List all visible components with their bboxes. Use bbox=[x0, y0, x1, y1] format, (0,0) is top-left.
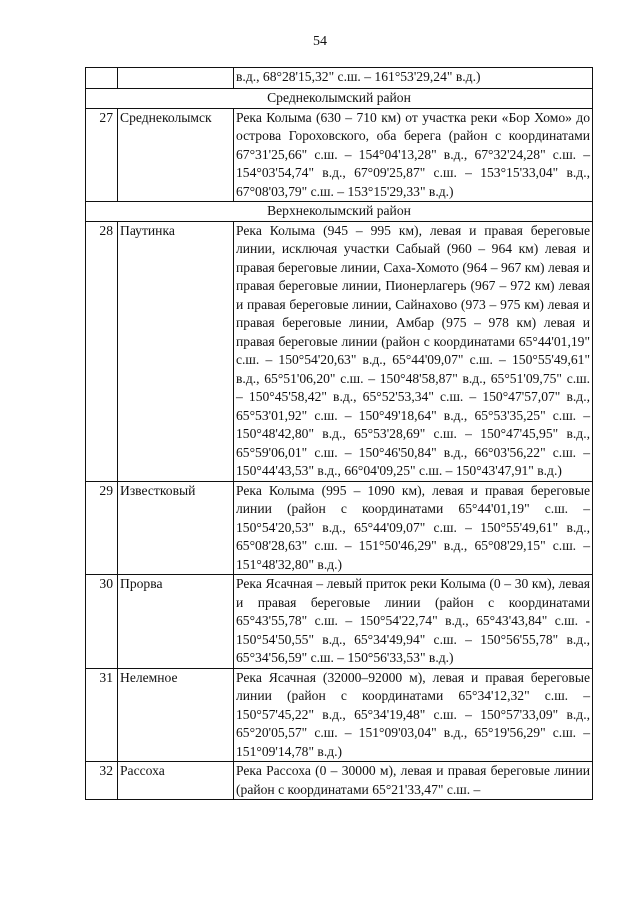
row-number: 31 bbox=[86, 668, 118, 762]
row-description: Река Колыма (630 – 710 км) от участка реки «Бор Хомо» до острова Гороховского, оба берега (район с координатами 67°31'25,66" с.ш. – 154°04'13,28" в.д., 67°32'24,28" с.ш. – 154°03'54,74" в.д., 67°09'25,87" с.ш. – 153°15'33,04" в.д., 67°08'03,79" с.ш. – 153°15'29,33" в.д.) bbox=[234, 108, 593, 202]
row-locality-name: Прорва bbox=[118, 575, 234, 669]
table-row bbox=[86, 762, 593, 800]
row-number: 29 bbox=[86, 481, 118, 575]
row-locality-name: Рассоха bbox=[118, 762, 234, 800]
row-locality-name: Паутинка bbox=[118, 221, 234, 481]
table-row bbox=[86, 481, 593, 575]
row-number: 27 bbox=[86, 108, 118, 202]
row-description: Река Колыма (995 – 1090 км), левая и правая береговые линии (район с координатами 65°44'01,19" с.ш. – 150°54'20,53" в.д., 65°44'09,07" с.ш. – 150°55'49,61" в.д., 65°08'28,63" с.ш. – 151°50'46,29" в.д., 65°08'29,15" с.ш. – 151°48'32,80" в.д.) bbox=[234, 481, 593, 575]
row-description: Река Ясачная (32000–92000 м), левая и правая береговые линии (район с координатами 65°34'12,32" с.ш. – 150°57'45,22" в.д., 65°34'19,48" с.ш. – 150°57'33,09" в.д., 65°20'05,57" с.ш. – 151°09'03,04" в.д., 65°19'56,29" с.ш. – 151°09'14,78" в.д.) bbox=[234, 668, 593, 762]
table-row bbox=[86, 575, 593, 669]
row-number-cell bbox=[86, 68, 118, 89]
row-name-cell bbox=[118, 68, 234, 89]
region-header-row bbox=[86, 202, 593, 222]
row-description-cell: в.д., 68°28'15,32" с.ш. – 161°53'29,24" в.д.) bbox=[234, 68, 593, 89]
fishing-areas-table bbox=[85, 67, 593, 800]
row-number: 32 bbox=[86, 762, 118, 800]
row-description: Река Ясачная – левый приток реки Колыма (0 – 30 км), левая и правая береговые линии (район с координатами 65°43'55,78" с.ш. – 150°54'22,74" в.д., 65°43'43,84" с.ш. - 150°54'50,55" в.д., 65°34'49,94" с.ш. – 150°56'55,78" в.д., 65°34'56,59" с.ш. – 150°56'33,53" в.д.) bbox=[234, 575, 593, 669]
table-row-continuation bbox=[86, 68, 593, 89]
region-name: Верхнеколымский район bbox=[86, 202, 593, 222]
row-locality-name: Среднеколымск bbox=[118, 108, 234, 202]
row-locality-name: Нелемное bbox=[118, 668, 234, 762]
row-number: 30 bbox=[86, 575, 118, 669]
row-locality-name: Известковый bbox=[118, 481, 234, 575]
table-row bbox=[86, 221, 593, 481]
row-description: Река Рассоха (0 – 30000 м), левая и правая береговые линии (район с координатами 65°21'33,47" с.ш. – bbox=[234, 762, 593, 800]
row-description: Река Колыма (945 – 995 км), левая и правая береговые линии, исключая участки Сабыай (960 – 964 км) левая и правая береговые линии, Саха-Хомото (964 – 967 км) левая и правая береговые линии, Пионерлагерь (967 – 972 км) левая и правая береговые линии, Сайнахово (973 – 975 км) левая и правая береговые линии, Амбар (975 – 978 км) левая и правая береговые линии (район с координатами 65°44'01,19" с.ш. – 150°54'20,63" в.д., 65°44'09,07" с.ш. – 150°55'49,61" в.д., 65°51'06,20" с.ш. – 150°48'58,87" в.д., 65°51'09,75" с.ш. – 150°45'58,42" в.д., 65°52'53,34" с.ш. – 150°47'57,07" в.д., 65°53'01,92" с.ш. – 150°49'18,64" в.д., 65°53'35,25" с.ш. – 150°48'42,80" в.д., 65°53'28,69" с.ш. – 150°47'45,95" в.д., 65°59'06,01" с.ш. – 150°46'50,84" в.д., 66°03'56,22" с.ш. – 150°44'43,53" в.д., 66°04'09,25" с.ш. – 150°43'47,91" в.д.) bbox=[234, 221, 593, 481]
page-number: 54 bbox=[313, 34, 327, 49]
table-row bbox=[86, 108, 593, 202]
region-name: Среднеколымский район bbox=[86, 89, 593, 109]
region-header-row bbox=[86, 89, 593, 109]
table-row bbox=[86, 668, 593, 762]
row-number: 28 bbox=[86, 221, 118, 481]
